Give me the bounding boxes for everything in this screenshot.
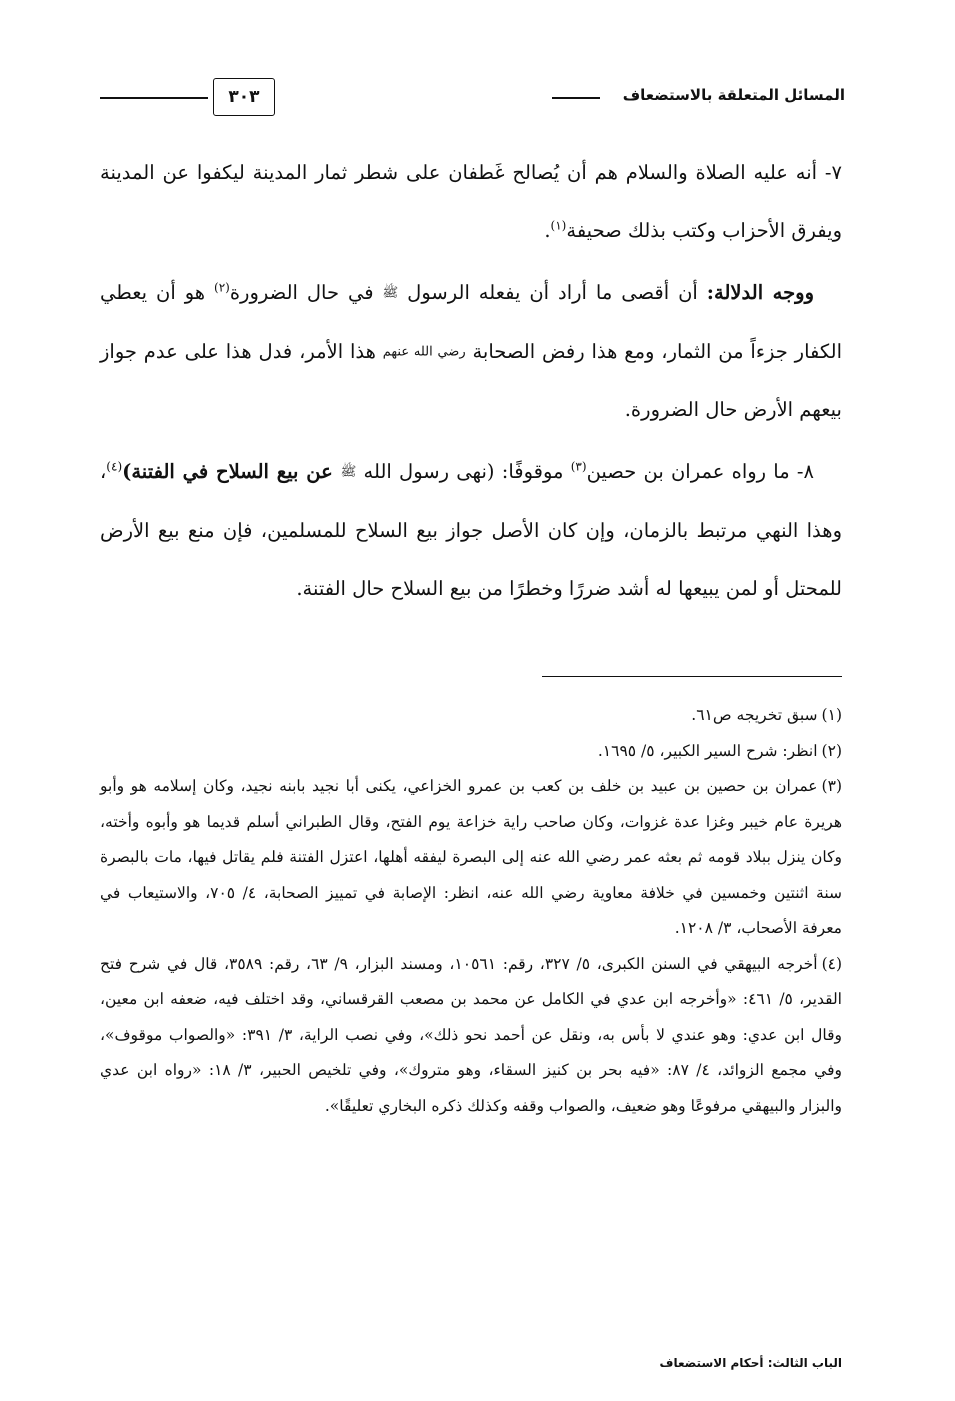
main-text [100,144,842,622]
honorific-glyph-1: ﷺ [382,285,399,301]
running-header [100,78,845,118]
evidence-text-a: أن أقصى ما أراد أن يفعله الرسول [398,281,707,304]
header-title: المسائل المتعلقة بالاستضعاف [622,86,845,104]
footnote-ref-4: (٤) [106,459,123,474]
footnote-1 [100,698,842,734]
footnote-text: أخرجه البيهقي في السنن الكبرى، ٥/ ٣٢٧، رقم: ١٠٥٦١، ومسند البزار، ٩/ ٦٣، رقم: ٣٥٨٩، قال في شرح فتح القدير، ٥/ ٤٦١: «وأخرجه ابن عدي في الكامل عن محمد بن مصعب القرقساني، وقد اختلف فيه، ضعفه ابن معين، وقال ابن عدي: وهو عندي لا بأس به، ونقل عن أحمد نحو ذلك»، وفي نصب الراية، ٣/ ٣٩١: «والصواب موقوف»، وفي مجمع الزوائد، ٤/ ٨٧: «فيه بحر بن كنيز السقاء، وهو متروك»، وفي تلخيص الحبير، ٣/ ١٨: «رواه ابن عدي والبزار والبيهقي مرفوعًا وهو ضعيف، والصواب وقفه وكذلك ذكره البخاري تعليقًا». [100,954,842,1115]
footnote-ref-3: (٣) [570,459,587,474]
evidence-text-b: في حال الضرورة [229,281,383,304]
running-footer: الباب الثالث: أحكام الاستضعاف [659,1356,842,1370]
footnote-number: (٢) [821,741,842,760]
paragraph-8-text-b: موقوفًا: (نهى رسول الله [356,460,571,483]
footnote-text: عمران بن حصين بن عبيد بن خلف بن كعب بن عمرو الخزاعي، يكنى أبا نجيد بابنه نجيد، وكان إسلامه هو وأبو هريرة عام خيبر وغزا عدة غزوات، وكان صاحب راية خزاعة يوم الفتح، وقال الطبراني أسلم قديما هو وأبوه وأخته، وكان ينزل ببلاد قومه ثم بعثه عمر رضي الله عنه إلى البصرة ليفقه أهلها، اعتزل الفتنة فلم يقاتل فيها، مات بالبصرة سنة اثنتين وخمسين في خلافة معاوية رضي الله عنه، انظر: الإصابة في تمييز الصحابة، ٤/ ٧٠٥، والاستيعاب في معرفة الأصحاب، ٣/ ١٢٠٨. [100,777,842,937]
footnote-ref-2: (٢) [214,280,230,295]
footnote-2 [100,734,842,770]
footnote-3 [100,769,842,947]
footnote-ref-1: (١) [550,218,567,233]
footnote-number: (٤) [821,954,843,973]
page-number: ٣٠٣ [213,78,275,116]
footnote-number: (٣) [821,777,842,795]
footnotes [100,698,842,1124]
paragraph-8 [100,443,842,618]
paragraph-7-end: . [544,219,551,242]
evidence-text-c: هو أن يعطي الكفار جزءاً من الثمار، ومع هذا رفض الصحابة [100,281,843,363]
honorific-glyph-3: ﷺ [340,464,357,480]
honorific-glyph-2: رضي الله عنهم [382,344,466,359]
paragraph-8-text-a: ٨- ما رواه عمران بن حصين [586,460,814,483]
footnote-4 [100,947,842,1125]
footnote-text: سبق تخريجه ص٦١. [691,706,818,724]
paragraph-evidence [100,264,842,439]
header-rule-left [100,97,208,99]
paragraph-7-text: ٧- أنه عليه الصلاة والسلام هم أن يُصالح غَطفان على شطر ثمار المدينة ليكفوا عن المدينة ويفرق الأحزاب وكتب بذلك صحيفة [100,161,842,242]
evidence-text-d: هذا الأمر، فدل هذا على عدم جواز بيعهم الأرض حال الضرورة. [100,339,842,421]
paragraph-8-text-c: عن بيع السلاح في الفتنة) [122,460,341,483]
paragraph-8-text-d: ، وهذا النهي مرتبط بالزمان، وإن كان الأصل جواز بيع السلاح للمسلمين، فإن منع بيع الأرض للمحتل أو لمن يبيعها له أشد ضررًا وخطرًا من بيع السلاح حال الفتنة. [100,460,842,600]
evidence-label: ووجه الدلالة: [706,281,814,304]
header-rule-right [552,97,600,99]
footnote-separator [542,676,842,677]
footnote-number: (١) [821,706,842,724]
footnote-text: انظر: شرح السير الكبير، ٥/ ١٦٩٥. [597,741,818,760]
paragraph-7 [100,144,842,260]
